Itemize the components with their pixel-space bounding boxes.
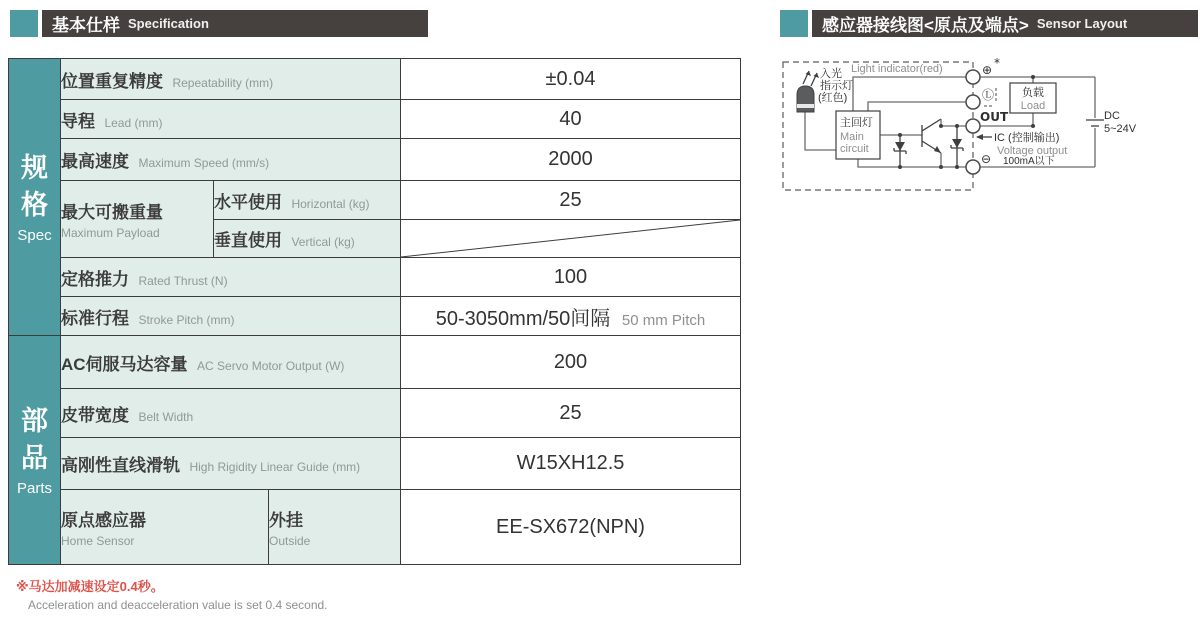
max-speed-value: 2000 <box>401 139 741 181</box>
belt-value: 25 <box>401 389 741 438</box>
stroke-pitch-value <box>401 297 741 336</box>
right-title-cn: 感应器接线图<原点及端点> <box>822 16 1029 35</box>
guide-cn: 高刚性直线滑轨 <box>61 456 180 475</box>
terminal-l-label: Ⓛ <box>982 88 995 102</box>
junction-dot <box>898 165 902 169</box>
led-wire <box>805 112 836 150</box>
left-title-block <box>10 10 428 37</box>
stroke-pitch-label <box>61 297 401 336</box>
terminal-plus <box>966 70 980 84</box>
footnote-en: Acceleration and deacceleration value is set 0.4 second. <box>28 598 328 612</box>
repeatability-value: ±0.04 <box>401 59 741 100</box>
junction-dot <box>898 133 902 137</box>
ic-label: IC (控制输出) <box>994 132 1060 144</box>
repeatability-label <box>61 59 401 100</box>
outside-cn: 外挂 <box>269 511 303 530</box>
table-row <box>9 490 741 565</box>
max-speed-cn: 最高速度 <box>61 152 129 171</box>
current-limit-label: 100mA以下 <box>1003 156 1055 167</box>
rated-thrust-cn: 定格推力 <box>61 269 129 289</box>
zener1-triangle <box>895 142 905 151</box>
transistor-collector <box>922 119 941 131</box>
footnote-cn: ※马达加减速设定0.4秒。 <box>16 579 164 594</box>
lead-cn: 导程 <box>61 111 95 131</box>
servo-label <box>61 336 401 389</box>
section-label-spec <box>9 59 61 336</box>
guide-label <box>61 438 401 490</box>
payload-label <box>61 181 214 258</box>
table-row <box>9 181 741 220</box>
max-speed-label <box>61 139 401 181</box>
load-en: Load <box>1020 100 1046 112</box>
accent-square <box>780 10 808 37</box>
right-title-block <box>780 10 1198 37</box>
terminal-minus-label: ⊖ <box>981 152 992 166</box>
junction-dot <box>939 124 943 128</box>
repeatability-cn: 位置重复精度 <box>61 71 163 91</box>
junction-dot <box>939 165 943 169</box>
left-title-en: Specification <box>128 16 209 31</box>
table-row <box>9 297 741 336</box>
terminal-minus <box>966 160 980 174</box>
rated-thrust-en: Rated Thrust (N) <box>138 273 228 288</box>
lead-value: 40 <box>401 100 741 139</box>
repeatability-en: Repeatability (mm) <box>172 75 274 90</box>
right-title-en: Sensor Layout <box>1036 16 1128 31</box>
plus-internal-wire <box>853 77 973 111</box>
led-label-line3: (红色) <box>818 92 848 104</box>
servo-en: AC Servo Motor Output (W) <box>197 358 345 373</box>
left-title-bar <box>42 10 428 37</box>
dc-label-line1: DC <box>1104 110 1120 122</box>
main-circuit-en2: circuit <box>840 143 869 155</box>
belt-label <box>61 389 401 438</box>
table-row <box>9 258 741 297</box>
payload-horizontal-value: 25 <box>401 181 741 220</box>
led-label-line1: 入光 <box>820 68 842 80</box>
home-sensor-value: EE-SX672(NPN) <box>401 490 741 565</box>
right-title-bar <box>812 10 1198 37</box>
payload-en: Maximum Payload <box>61 226 160 240</box>
dc-label-line2: 5~24V <box>1104 123 1137 135</box>
diagonal-na-line <box>401 220 740 257</box>
vertical-cn: 垂直使用 <box>214 231 282 250</box>
payload-horizontal-label <box>214 181 401 220</box>
outside-en: Outside <box>269 534 311 548</box>
section-parts-cn: 部品 <box>20 406 48 473</box>
home-sensor-outside-label <box>269 490 401 565</box>
stroke-pitch-cn: 标准行程 <box>61 308 129 328</box>
rated-thrust-label <box>61 258 401 297</box>
terminal-plus-label: ⊕ <box>982 63 993 77</box>
l-internal-wire <box>868 102 973 111</box>
table-row <box>9 139 741 181</box>
load-cn: 负载 <box>1022 87 1044 99</box>
footnote <box>16 576 328 612</box>
main-circuit-en1: Main <box>840 131 864 143</box>
payload-cn: 最大可搬重量 <box>61 203 163 222</box>
belt-en: Belt Width <box>138 409 194 424</box>
main-circuit-cn: 主回灯 <box>840 117 873 129</box>
voltage-output-label: Voltage output <box>997 145 1068 157</box>
sensor-wiring-diagram <box>778 55 1200 205</box>
guide-value: W15XH12.5 <box>401 438 741 490</box>
ic-arrow-head <box>976 134 983 140</box>
section-label-parts <box>9 336 61 565</box>
junction-dot <box>955 165 959 169</box>
emitter-arrow <box>934 146 941 153</box>
led-label-line2: 指示灯 <box>820 80 853 92</box>
lead-label <box>61 100 401 139</box>
table-row <box>9 100 741 139</box>
terminal-out <box>966 119 980 133</box>
terminal-plus-star: * <box>994 56 1000 70</box>
stroke-pitch-value-en: 50 mm Pitch <box>621 311 706 329</box>
payload-vertical-label <box>214 220 401 258</box>
zener2-triangle <box>952 139 962 148</box>
table-row <box>9 438 741 490</box>
junction-dot <box>1031 124 1035 128</box>
servo-value: 200 <box>401 336 741 389</box>
left-title-cn: 基本仕样 <box>52 16 120 35</box>
lead-en: Lead (mm) <box>104 115 163 130</box>
horizontal-en: Horizontal (kg) <box>291 196 370 211</box>
accent-square <box>10 10 38 37</box>
junction-dot <box>955 124 959 128</box>
table-row <box>9 336 741 389</box>
stroke-pitch-en: Stroke Pitch (mm) <box>138 312 235 327</box>
table-row <box>9 389 741 438</box>
payload-vertical-value-na <box>401 220 741 258</box>
max-speed-en: Maximum Speed (mm/s) <box>138 156 270 170</box>
home-sensor-cn: 原点感应器 <box>61 511 146 530</box>
table-row <box>9 59 741 100</box>
rated-thrust-value: 100 <box>401 258 741 297</box>
terminal-out-label: OUT <box>980 110 1009 124</box>
light-indicator-label: Light indicator(red) <box>851 63 943 75</box>
section-parts-en: Parts <box>16 479 52 497</box>
servo-cn: AC伺服马达容量 <box>61 354 188 374</box>
section-spec-en: Spec <box>17 226 52 244</box>
home-sensor-en: Home Sensor <box>61 534 135 548</box>
led-indicator-icon <box>797 86 814 112</box>
spec-table <box>8 58 741 565</box>
junction-dot <box>1031 75 1035 79</box>
vertical-en: Vertical (kg) <box>291 235 355 249</box>
home-sensor-label <box>61 490 269 565</box>
stroke-pitch-value-cn: 50-3050mm/50间隔 <box>435 307 611 330</box>
belt-cn: 皮带宽度 <box>61 405 129 425</box>
section-spec-cn: 规格 <box>20 153 48 220</box>
guide-en: High Rigidity Linear Guide (mm) <box>189 460 361 474</box>
horizontal-cn: 水平使用 <box>214 192 282 212</box>
led-stripe <box>797 104 814 108</box>
terminal-l <box>966 95 980 109</box>
